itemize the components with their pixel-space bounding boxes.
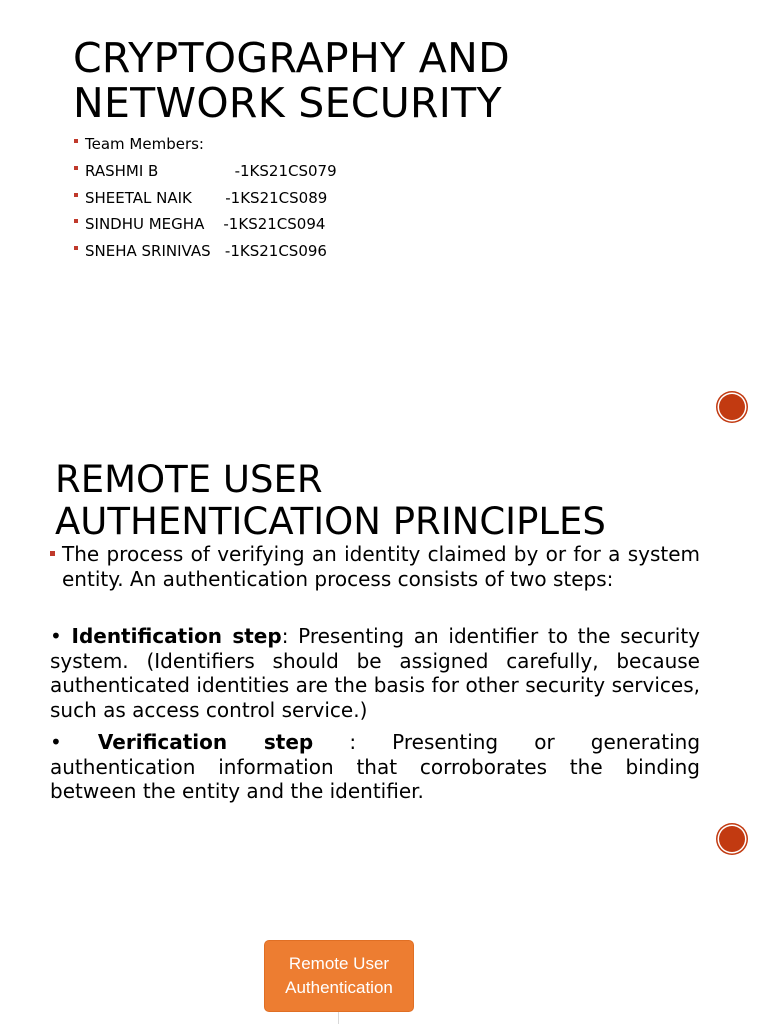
bullet-square-icon — [74, 246, 78, 250]
team-list-item: SHEETAL NAIK -1KS21CS089 — [73, 187, 337, 214]
bullet-square-icon — [74, 166, 78, 170]
identification-term: Identification step — [71, 624, 282, 648]
box-line-2: Authentication — [285, 978, 393, 997]
box-line-1: Remote User — [288, 954, 390, 973]
bullet-square-icon — [74, 193, 78, 197]
bullet-square-icon — [50, 551, 55, 556]
heading-line-1: REMOTE USER — [55, 458, 323, 501]
team-list-item: RASHMI B -1KS21CS079 — [73, 160, 337, 187]
team-list-item: SINDHU MEGHA -1KS21CS094 — [73, 213, 337, 240]
bullet-square-icon — [74, 139, 78, 143]
title-line-2: NETWORK SECURITY — [73, 79, 502, 127]
verification-step-paragraph: • Verification step : Presenting or generating authentication information that corroborates the binding between the entity and the identifier. — [50, 730, 701, 803]
intro-text: The process of verifying an identity claimed by or for a system entity. An authentication process consists of two steps: — [62, 542, 700, 591]
slide-nav-dot-icon[interactable] — [719, 394, 745, 420]
verification-text-1: : Presenting or generating — [349, 730, 701, 754]
bullet-square-icon — [74, 219, 78, 223]
heading-line-2: AUTHENTICATION PRINCIPLES — [55, 500, 606, 543]
identification-step-paragraph: • Identification step: Presenting an identifier to the security system. (Identifiers should be assigned carefully, because authenticated identities are the basis for other security services, such as access control service.) — [50, 624, 701, 722]
remote-user-authentication-box — [264, 940, 414, 1012]
slide-title — [0, 0, 768, 432]
slide-title-heading — [73, 36, 510, 126]
slide-nav-dot-icon[interactable] — [719, 826, 745, 852]
verification-text-2: authentication information that corroborates the binding between the entity and the identifier. — [50, 754, 700, 803]
title-line-1: CRYPTOGRAPHY AND — [73, 34, 510, 82]
slide-remote-auth — [0, 432, 768, 864]
slide-diagram — [0, 864, 768, 1024]
diagram-connector — [338, 1012, 339, 1024]
team-list — [73, 133, 337, 267]
slide-heading — [55, 459, 606, 543]
team-list-item: SNEHA SRINIVAS -1KS21CS096 — [73, 240, 337, 267]
team-list-item: Team Members: — [73, 133, 337, 160]
verification-term: Verification step — [97, 730, 314, 754]
identification-text: : Presenting an identifier to the security system. (Identifiers should be assigned carefully, because authenticated identities are the basis for other security services, such as access control service.) — [50, 624, 701, 722]
intro-paragraph — [50, 542, 700, 591]
